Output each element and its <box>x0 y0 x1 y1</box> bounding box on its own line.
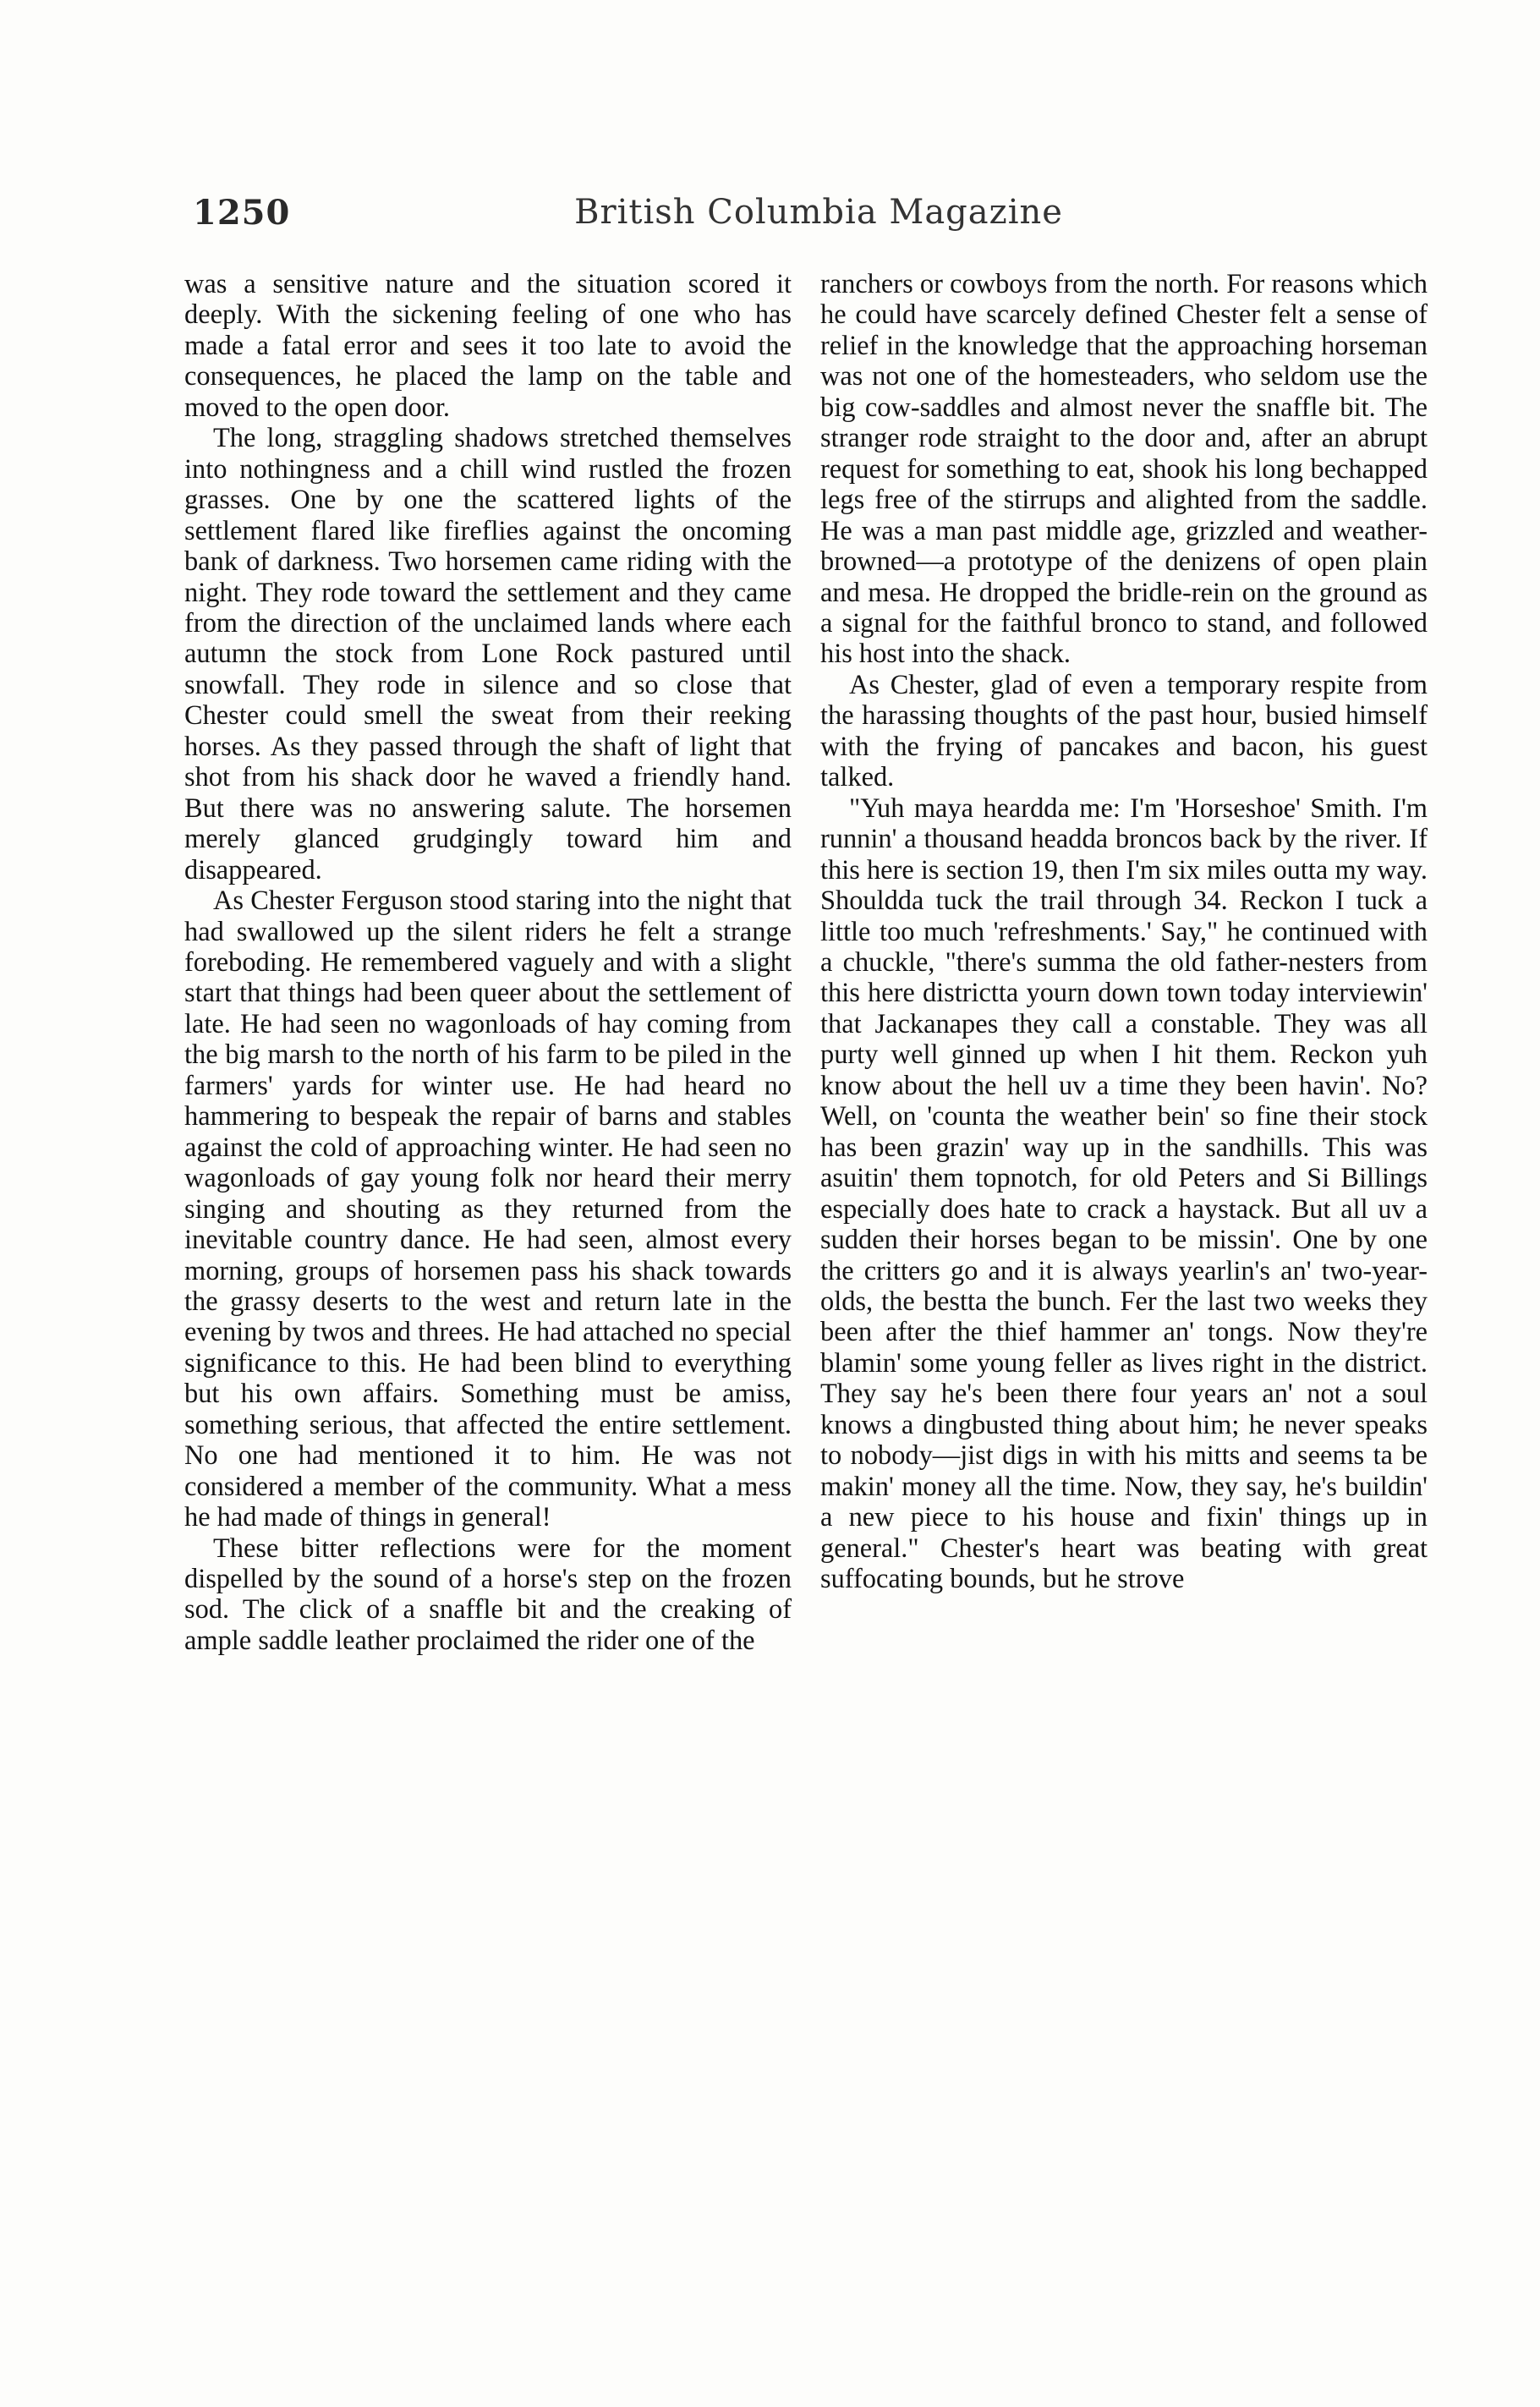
running-head: British Columbia Magazine <box>574 193 1063 232</box>
left-column <box>184 269 792 1656</box>
left-paragraph-3: As Chester Ferguson stood staring into the night that had swallowed up the silent riders he felt a strange foreboding. He remembered vaguely and with a slight start that things had been queer about the settlement of late. He had seen no wagonloads of hay coming from the big marsh to the north of his farm to be piled in the farmers' yards for winter use. He had heard no hammering to bespeak the repair of barns and stables against the cold of approaching winter. He had seen no wagonloads of gay young folk nor heard their merry singing and shouting as they returned from the inevitable country dance. He had seen, almost every morning, groups of horsemen pass his shack towards the grassy deserts to the west and return late in the evening by twos and threes. He had attached no special significance to this. He had been blind to everything but his own affairs. Something must be amiss, something serious, that affected the entire settlement. No one had mentioned it to him. He was not considered a member of the community. What a mess he had made of things in general! <box>184 885 792 1533</box>
left-paragraph-2: The long, straggling shadows stretched themselves into nothingness and a chill wind rustled the frozen grasses. One by one the scattered lights of the settlement flared like fireflies against the oncoming bank of darkness. Two horsemen came riding with the night. They rode toward the settlement and they came from the direction of the unclaimed lands where each autumn the stock from Lone Rock pastured until snowfall. They rode in silence and so close that Chester could smell the sweat from their reeking horses. As they passed through the shaft of light that shot from his shack door he waved a friendly hand. But there was no answering salute. The horsemen merely glanced grudgingly toward him and disappeared. <box>184 423 792 885</box>
page-header <box>193 193 1444 244</box>
right-paragraph-3: "Yuh maya heardda me: I'm 'Horseshoe' Smith. I'm runnin' a thousand headda broncos back by the river. If this here is section 19, then I'm six miles outta my way. Shouldda tuck the trail through 34. Reckon I tuck a little too much 'refreshments.' Say," he continued with a chuckle, "there's summa the old father-nesters from this here districtta yourn down town today interviewin' that Jackanapes they call a constable. They was all purty well ginned up when I hit them. Reckon yuh know about the hell uv a time they been havin'. No? Well, on 'counta the weather bein' so fine their stock has been grazin' way up in the sandhills. This was asuitin' them topnotch, for old Peters and Si Billings especially does hate to crack a haystack. But all uv a sudden their horses began to be missin'. One by one the critters go and it is always yearlin's an' two-year-olds, the bestta the bunch. Fer the last two weeks they been after the thief hammer an' tongs. Now they're blamin' some young feller as lives right in the district. They say he's been there four years an' not a soul knows a dingbusted thing about him; he never speaks to nobody—jist digs in with his mitts and seems ta be makin' money all the time. Now, they say, he's buildin' a new piece to his house and fixin' things up in general." Chester's heart was beating with great suffocating bounds, but he strove <box>820 792 1428 1595</box>
page-number: 1250 <box>193 193 291 233</box>
right-paragraph-2: As Chester, glad of even a temporary respite from the harassing thoughts of the past hour, busied himself with the frying of pancakes and bacon, his guest talked. <box>820 669 1428 793</box>
left-paragraph-4: These bitter reflections were for the moment dispelled by the sound of a horse's step on the frozen sod. The click of a snaffle bit and the creaking of ample saddle leather proclaimed the rider one of the <box>184 1532 792 1656</box>
right-paragraph-1: ranchers or cowboys from the north. For reasons which he could have scarcely defined Chester felt a sense of relief in the knowledge that the approaching horseman was not one of the homesteaders, who seldom use the big cow-saddles and almost never the snaffle bit. The stranger rode straight to the door and, after an abrupt request for something to eat, shook his long bechapped legs free of the stirrups and alighted from the saddle. He was a man past middle age, grizzled and weather-browned—a prototype of the denizens of open plain and mesa. He dropped the bridle-rein on the ground as a signal for the faithful bronco to stand, and followed his host into the shack. <box>820 269 1428 670</box>
left-paragraph-1: was a sensitive nature and the situation scored it deeply. With the sickening feeling of one who has made a fatal error and sees it too late to avoid the consequences, he placed the lamp on the table and moved to the open door. <box>184 269 792 423</box>
right-column <box>820 269 1428 1594</box>
